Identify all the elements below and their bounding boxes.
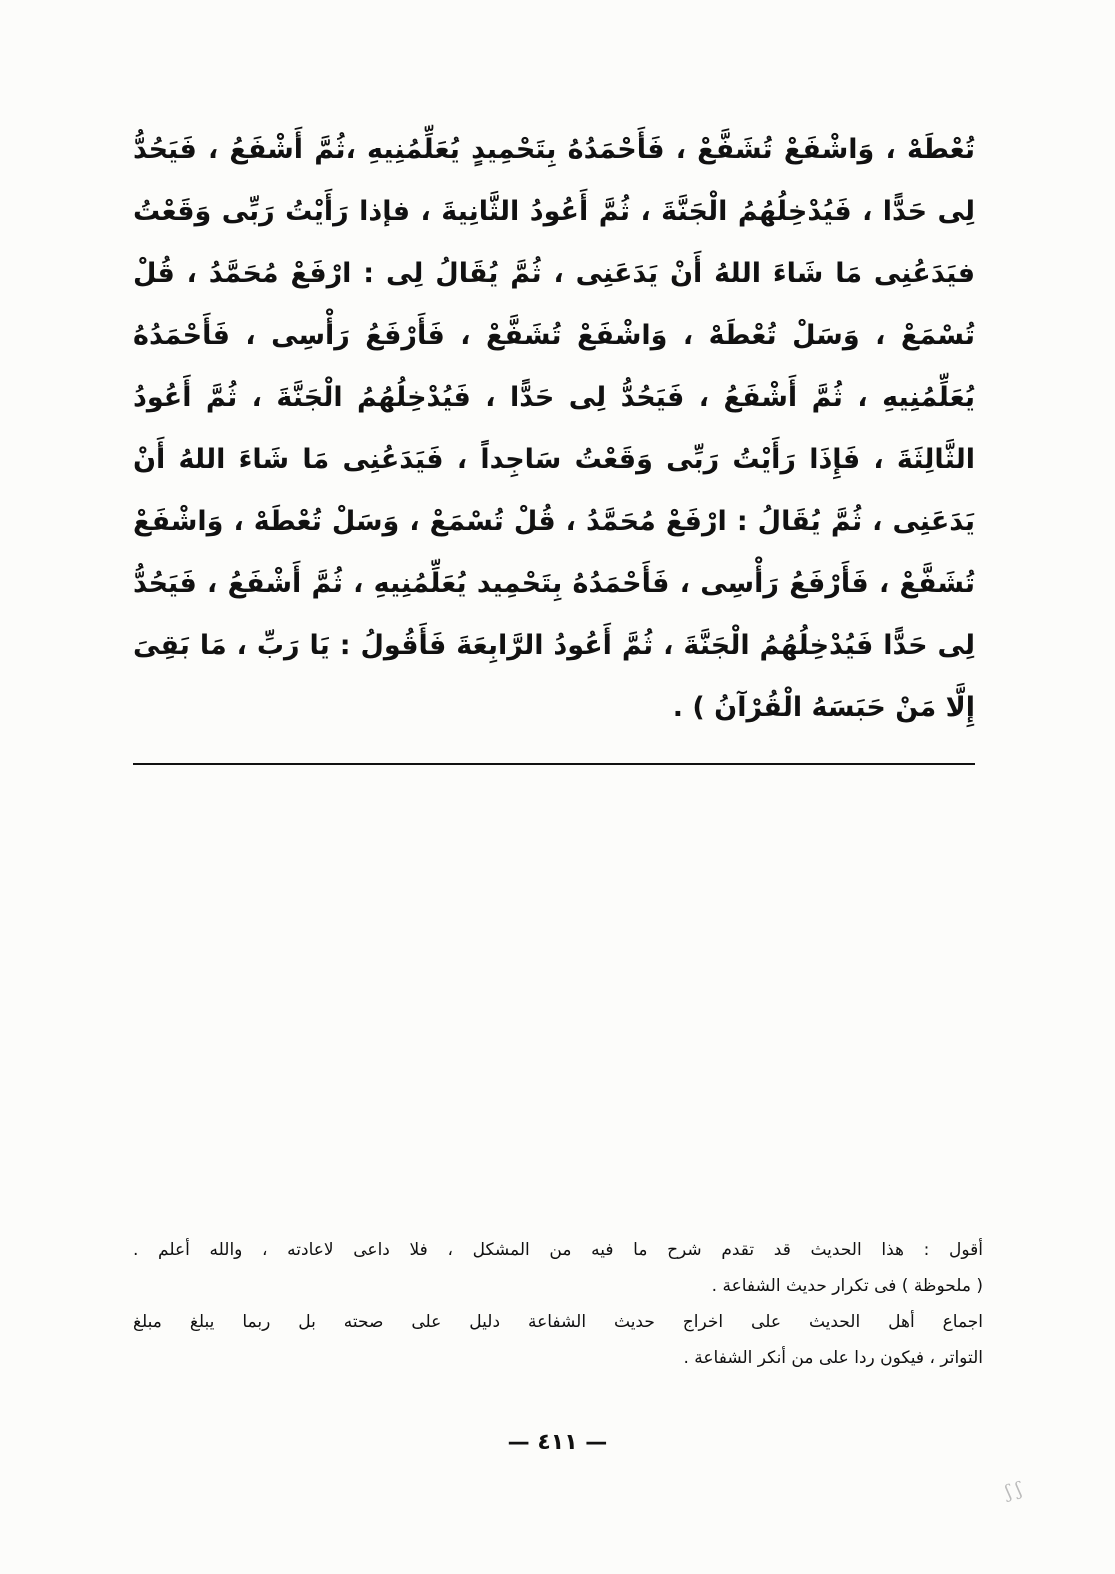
pencil-mark-icon: ʃ ʃ	[1003, 1478, 1024, 1503]
footnotes-block	[133, 1232, 983, 1376]
main-text-line: لِى حَدًّا ، فَيُدْخِلُهُمُ الْجَنَّةَ ، ثُمَّ أَعُودُ الثَّانِيةَ ، فإذا رَأَيْتُ رَبِّى وَقَعْتُ	[133, 196, 975, 227]
main-text-line-last: إِلَّا مَنْ حَبَسَهُ الْقُرْآنُ ) .	[672, 692, 975, 723]
main-text-line: فيَدَعُنِى مَا شَاءَ اللهُ أَنْ يَدَعَنِى ، ثُمَّ يُقَالُ لِى : ارْفَعْ مُحَمَّدُ ، قُلْ	[133, 258, 975, 289]
main-text-line: تُسْمَعْ ، وَسَلْ تُعْطَهْ ، وَاشْفَعْ تُشَفَّعْ ، فَأَرْفَعُ رَأْسِى ، فَأَحْمَدُهُ	[133, 320, 975, 351]
main-text-line: الثَّالِثَةَ ، فَإِذَا رَأَيْتُ رَبِّى وَقَعْتُ سَاجِداً ، فَيَدَعُنِى مَا شَاءَ اللهُ أَنْ	[133, 444, 975, 475]
footnote-line: التواتر ، فيكون ردا على من أنكر الشفاعة .	[683, 1348, 983, 1368]
footnote-line: أقول : هذا الحديث قد تقدم شرح ما فيه من المشكل ، فلا داعى لاعادته ، والله أعلم .	[133, 1240, 983, 1260]
footnote-line: اجماع أهل الحديث على اخراج حديث الشفاعة دليل على صحته بل ربما يبلغ مبلغ	[133, 1312, 983, 1332]
footnote-separator-rule	[133, 763, 975, 765]
page-number: — ٤١١ —	[507, 1430, 608, 1455]
main-text-line: يَدَعَنِى ، ثُمَّ يُقَالُ : ارْفَعْ مُحَمَّدُ ، قُلْ تُسْمَعْ ، وَسَلْ تُعْطَهْ ، وَاشْفَعْ	[133, 506, 975, 537]
main-text-line: تُعْطَهْ ، وَاشْفَعْ تُشَفَّعْ ، فَأَحْمَدُهُ بِتَحْمِيدٍ يُعَلِّمُنِيهِ ،ثُمَّ أَشْفَعُ ، فَيَحُدُّ	[133, 134, 975, 165]
footnote-line: ( ملحوظة ) فى تكرار حديث الشفاعة .	[711, 1276, 983, 1296]
main-text-line: تُشَفَّعْ ، فَأَرْفَعُ رَأْسِى ، فَأَحْمَدُهُ بِتَحْمِيد يُعَلِّمُنِيهِ ، ثُمَّ أَشْفَعُ ، فَيَحُدُّ	[133, 568, 975, 599]
main-text-line: لِى حَدًّا فَيُدْخِلُهُمُ الْجَنَّةَ ، ثُمَّ أَعُودُ الرَّابِعَةَ فَأَقُولُ : يَا رَبِّ ، مَا بَقِىَ	[133, 630, 975, 661]
main-text-line: يُعَلِّمُنِيهِ ، ثُمَّ أَشْفَعُ ، فَيَحُدُّ لِى حَدًّا ، فَيُدْخِلُهُمُ الْجَنَّةَ ، ثُمَّ أَعُودُ	[133, 382, 975, 413]
main-text-block	[133, 119, 975, 739]
